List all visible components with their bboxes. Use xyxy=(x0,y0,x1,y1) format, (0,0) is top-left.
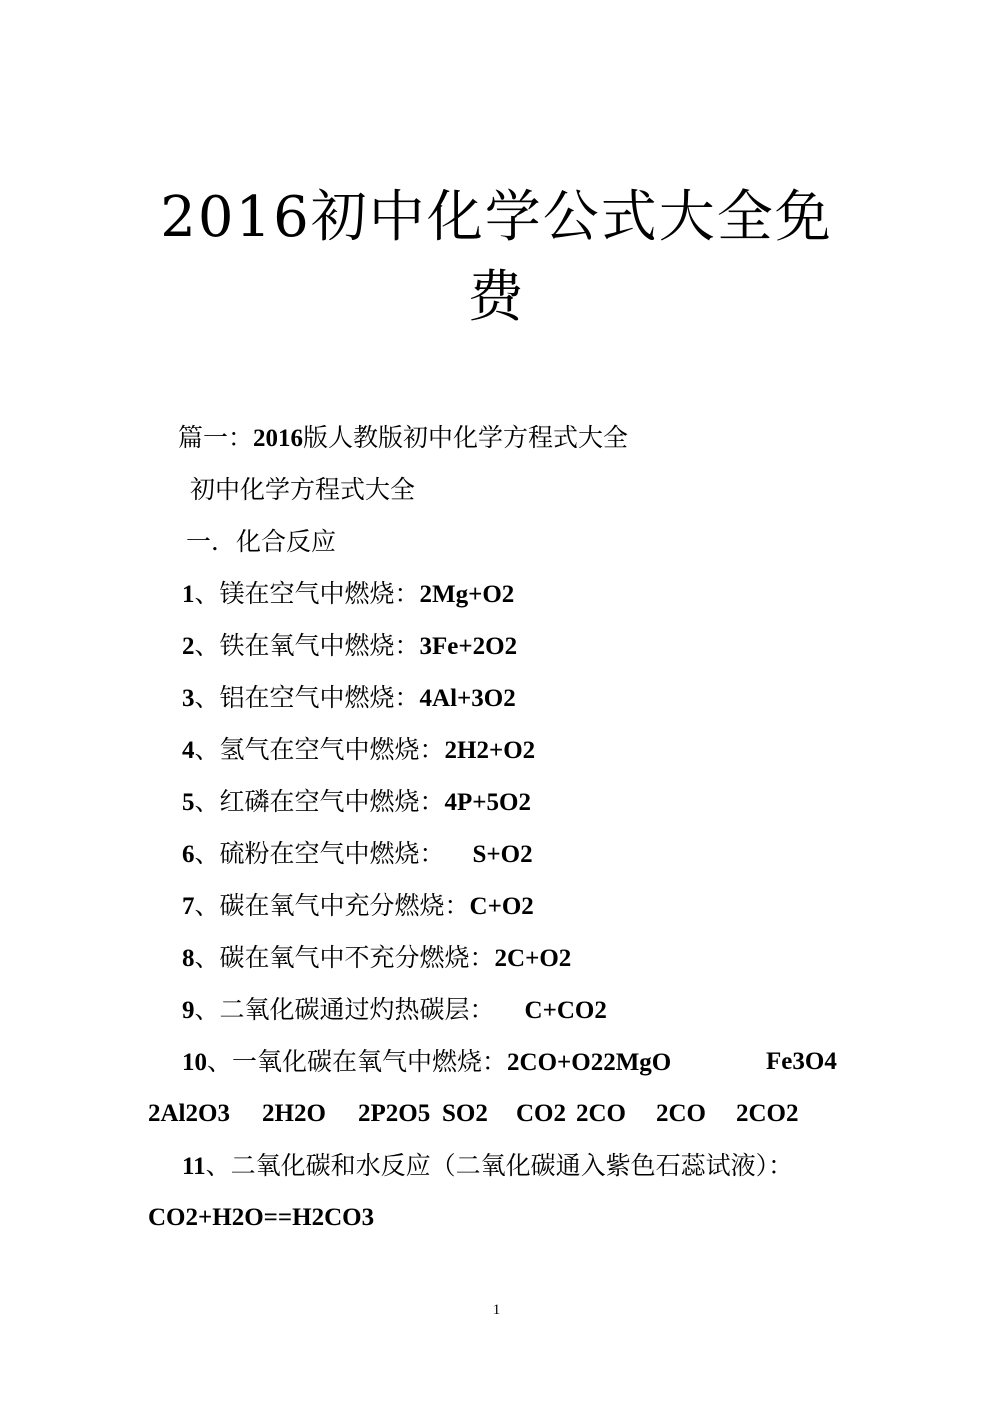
section-heading-prefix: 篇一： xyxy=(178,423,254,452)
item-formula: 2H2+O2 xyxy=(444,737,536,764)
item-formula: S+O2 xyxy=(472,841,533,868)
item-text: 、一氧化碳在氧气中燃烧： xyxy=(207,1047,508,1076)
item-number: 11 xyxy=(182,1153,206,1180)
equation-item xyxy=(182,576,514,613)
item-text: 、硫粉在空气中燃烧： xyxy=(194,839,445,868)
item-formula: C+O2 xyxy=(469,893,534,920)
equation-item xyxy=(182,836,533,873)
item-formula: 2CO+O22MgO xyxy=(507,1049,672,1076)
item-text: 、二氧化碳通过灼热碳层： xyxy=(194,995,495,1024)
section-heading xyxy=(178,420,628,457)
item-text: 、铝在空气中燃烧： xyxy=(194,683,420,712)
item-text: 、碳在氧气中不充分燃烧： xyxy=(194,943,495,972)
item-number: 2 xyxy=(182,633,195,660)
item-formula: 4Al+3O2 xyxy=(419,685,516,712)
item-number: 5 xyxy=(182,789,195,816)
item-formula: 2C+O2 xyxy=(494,945,572,972)
item-number: 3 xyxy=(182,685,195,712)
section-heading-year: 2016 xyxy=(253,425,304,452)
equation-item xyxy=(182,784,531,821)
document-title-line-2: 费 xyxy=(467,265,526,330)
item-formula: 3Fe+2O2 xyxy=(419,633,518,660)
item-formula: C+CO2 xyxy=(524,997,607,1024)
equation-item xyxy=(182,628,517,665)
item-number: 7 xyxy=(182,893,195,920)
product-4: SO2 xyxy=(442,1100,488,1127)
product-8: 2CO2 xyxy=(736,1100,799,1127)
equation-item xyxy=(182,888,534,925)
equation-item xyxy=(182,680,516,717)
product-3: 2P2O5 xyxy=(358,1100,431,1127)
item-formula: 2Mg+O2 xyxy=(419,581,515,608)
product-6: 2CO xyxy=(576,1100,626,1127)
item-text: 、红磷在空气中燃烧： xyxy=(194,787,445,816)
item-text: 、二氧化碳和水反应（二氧化碳通入紫色石蕊试液）： xyxy=(205,1151,794,1180)
equation-item xyxy=(182,1044,671,1081)
section-heading-suffix: 版人教版初中化学方程式大全 xyxy=(303,423,629,452)
product-2: 2H2O xyxy=(262,1100,326,1127)
product-1: 2Al2O3 xyxy=(148,1100,230,1127)
item-11-formula: CO2+H2O==H2CO3 xyxy=(148,1204,375,1231)
product-5: CO2 xyxy=(516,1100,566,1127)
equation-item xyxy=(182,1148,793,1185)
equation-item xyxy=(182,732,535,769)
product-7: 2CO xyxy=(656,1100,706,1127)
item-text: 、碳在氧气中充分燃烧： xyxy=(194,891,470,920)
equation-item xyxy=(182,992,607,1029)
item-formula: 4P+5O2 xyxy=(444,789,531,816)
item-number: 9 xyxy=(182,997,195,1024)
category-heading: 一．化合反应 xyxy=(186,527,337,556)
item-text: 、镁在空气中燃烧： xyxy=(194,579,420,608)
item-number: 6 xyxy=(182,841,195,868)
page-number: 1 xyxy=(492,1302,501,1318)
item-number: 8 xyxy=(182,945,195,972)
item-number: 10 xyxy=(182,1049,207,1076)
subtitle: 初中化学方程式大全 xyxy=(190,475,416,504)
item-number: 1 xyxy=(182,581,195,608)
item-number: 4 xyxy=(182,737,195,764)
document-title-line-1: 2016初中化学公式大全免 xyxy=(160,185,833,250)
item-10-tail: Fe3O4 xyxy=(766,1048,837,1075)
item-text: 、铁在氧气中燃烧： xyxy=(194,631,420,660)
equation-item xyxy=(182,940,571,977)
item-text: 、氢气在空气中燃烧： xyxy=(194,735,445,764)
